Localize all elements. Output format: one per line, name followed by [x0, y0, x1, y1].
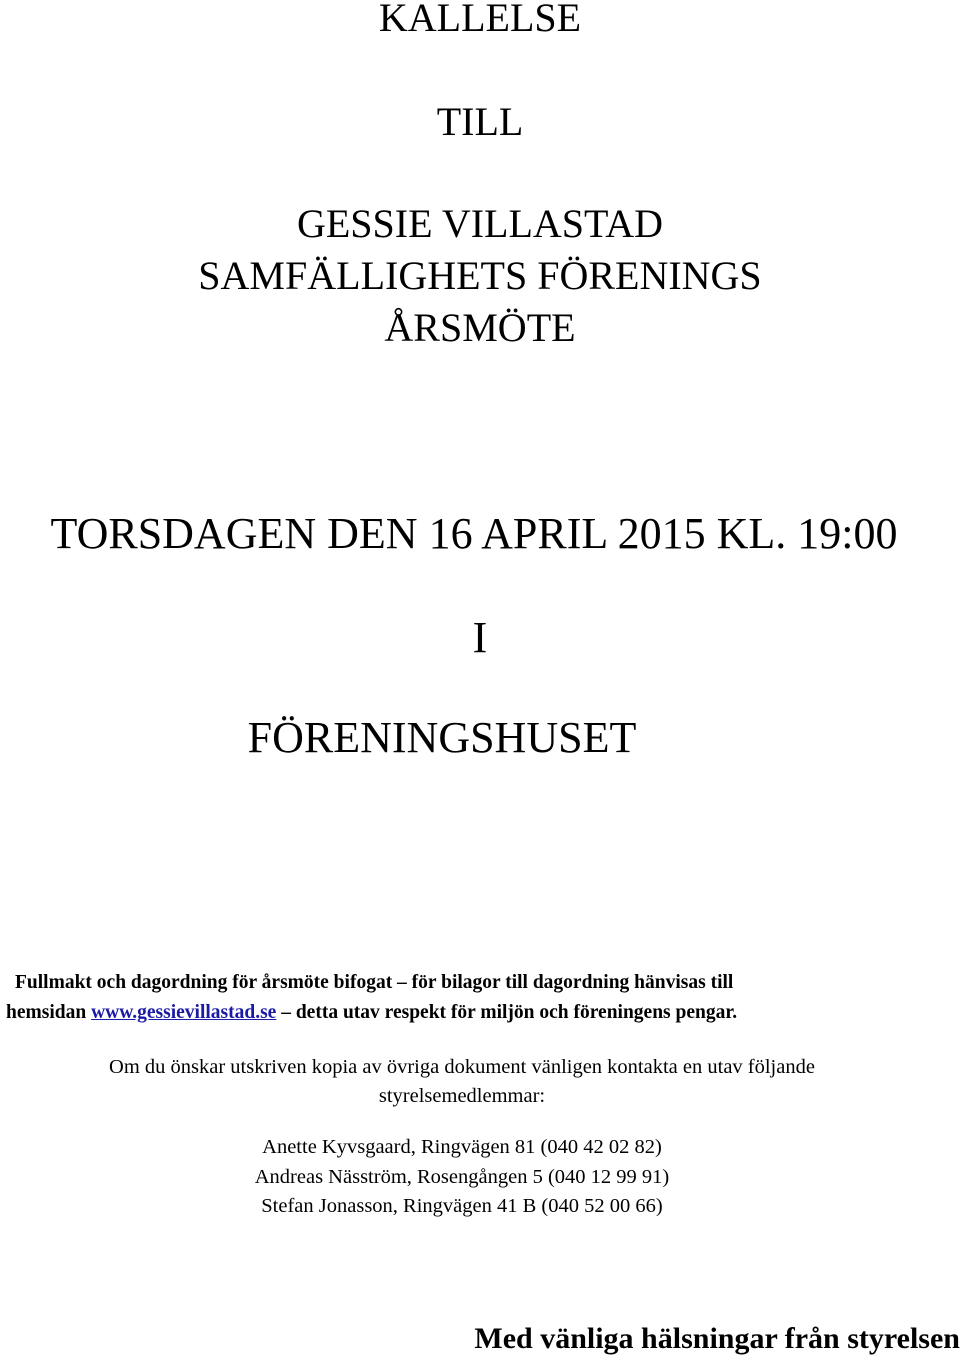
title-till: TILL — [436, 99, 524, 144]
signature: Med vänliga hälsningar från styrelsen — [474, 1322, 960, 1355]
contact-info-line2: styrelsemedlemmar: — [378, 1085, 546, 1107]
website-link[interactable]: www.gessievillastad.se — [91, 1002, 277, 1023]
contact-info-line1: Om du önskar utskriven kopia av övriga dokument vänligen kontakta en utav följande — [109, 1056, 815, 1078]
board-member: Anette Kyvsgaard, Ringvägen 81 (040 42 02 82) — [262, 1136, 662, 1158]
meeting-date-time: TORSDAGEN DEN 16 APRIL 2015 KL. 19:00 — [50, 509, 898, 558]
notice-suffix: – detta utav respekt för miljön och föreningens pengar. — [276, 1002, 738, 1023]
board-member: Andreas Näsström, Rosengången 5 (040 12 99 91) — [254, 1166, 670, 1188]
title-kallelse: KALLELSE — [378, 0, 582, 40]
notice-line1: Fullmakt och dagordning för årsmöte bifogat – för bilagor till dagordning hänvisas till — [15, 972, 734, 993]
board-member: Stefan Jonasson, Ringvägen 41 B (040 52 00 66) — [261, 1195, 663, 1217]
notice-prefix: hemsidan — [6, 1002, 92, 1023]
meeting-title: ÅRSMÖTE — [384, 305, 576, 350]
org-name-line1: GESSIE VILLASTAD — [296, 201, 664, 246]
meeting-place: FÖRENINGSHUSET — [247, 713, 637, 762]
org-name-line2: SAMFÄLLIGHETS FÖRENINGS — [198, 253, 762, 298]
notice-line2 — [6, 998, 737, 1028]
preposition-i: I — [472, 613, 488, 662]
